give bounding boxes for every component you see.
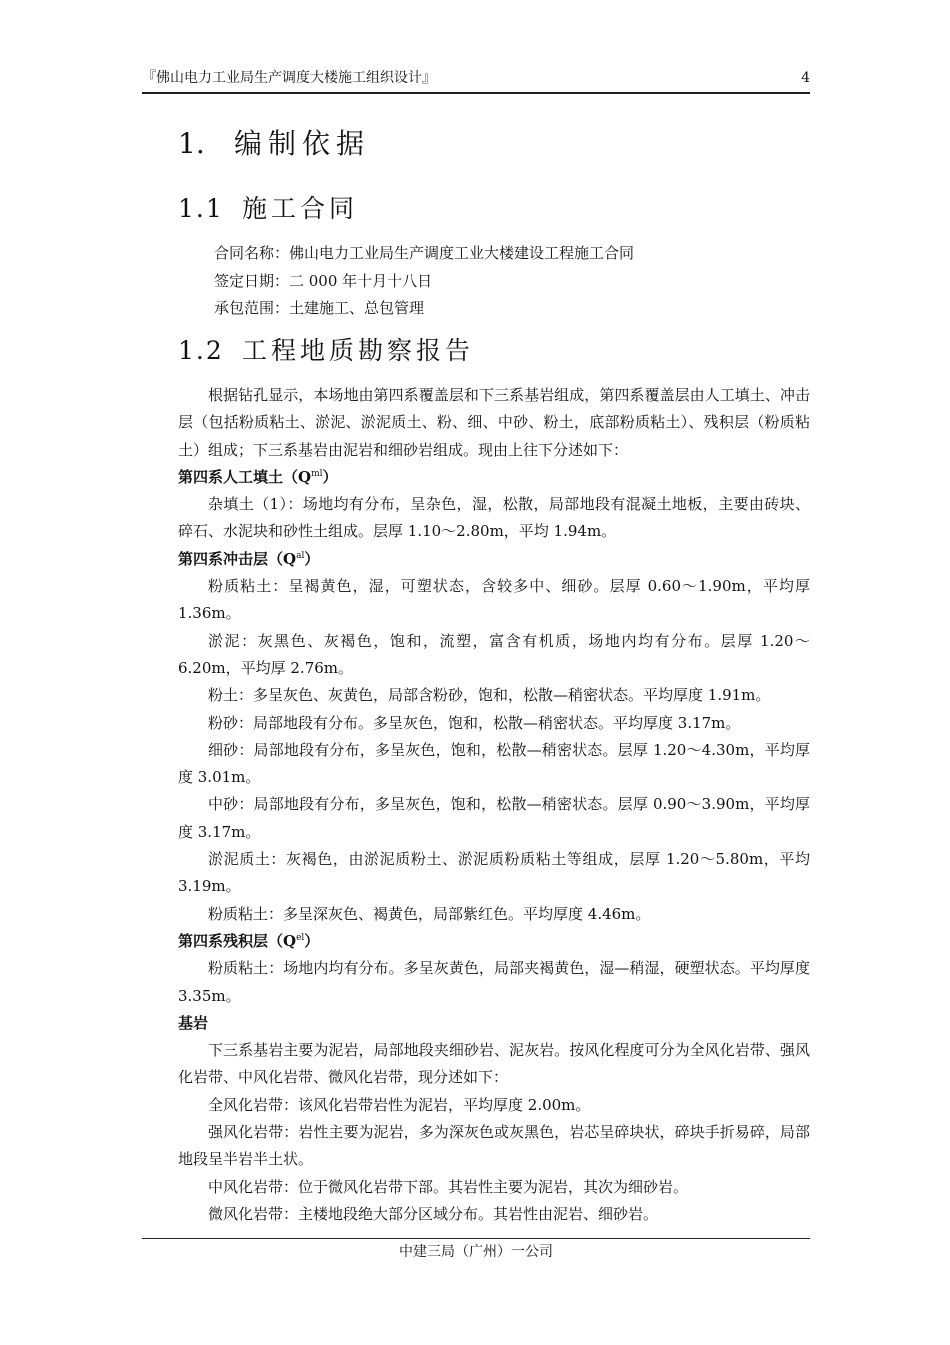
bedrock-item: 下三系基岩主要为泥岩，局部地段夹细砂岩、泥灰岩。按风化程度可分为全风化岩带、强风化岩带、中风化岩带、微风化岩带，现分述如下： — [178, 1041, 810, 1087]
section-1-2-title: 工程地质勘察报告 — [242, 336, 475, 365]
geology-report-body — [178, 382, 810, 1228]
bedrock-item: 中风化岩带：位于微风化岩带下部。其岩性主要为泥岩，其次为细砂岩。 — [208, 1177, 689, 1196]
page-header — [142, 67, 810, 89]
contract-date: 签定日期：二 000 年十月十八日 — [214, 271, 433, 290]
contract-name: 合同名称：佛山电力工业局生产调度工业大楼建设工程施工合同 — [214, 244, 635, 262]
footer-rule — [142, 1238, 810, 1239]
fill-heading-text: 第四系人工填土（Q — [178, 467, 312, 486]
section-1-1-heading — [178, 191, 358, 227]
section-1-1-number: 1.1 — [178, 194, 224, 223]
alluvial-heading-sup: al — [296, 550, 305, 561]
intro-paragraph: 根据钻孔显示，本场地由第四系覆盖层和下三系基岩组成，第四系覆盖层由人工填土、冲击层（包括粉质粘土、淤泥、淤泥质土、粉、细、中砂、粉土，底部粉质粘土）、残积层（粉质粘土）组成；下三系基岩由泥岩和细砂岩组成。现由上往下分述如下： — [178, 386, 810, 459]
bedrock-item: 强风化岩带：岩性主要为泥岩，多为深灰色或灰黑色，岩芯呈碎块状，碎块手折易碎，局部地段呈半岩半土状。 — [178, 1123, 810, 1169]
fill-item: 杂填土（1）：场地均有分布，呈杂色，湿，松散，局部地段有混凝土地板，主要由砖块、碎石、水泥块和砂性土组成。层厚 1.10～2.80m，平均 1.94m。 — [178, 495, 810, 541]
page-number: 4 — [801, 70, 810, 86]
residual-heading-sup: el — [296, 932, 305, 943]
fill-heading-close: ） — [322, 467, 338, 486]
bedrock-item: 微风化岩带：主楼地段绝大部分区域分布。其岩性由泥岩、细砂岩。 — [208, 1204, 659, 1223]
alluvial-heading — [178, 546, 810, 573]
alluvial-item: 粉砂：局部地段有分布。多呈灰色，饱和，松散—稍密状态。平均厚度 3.17m。 — [208, 713, 741, 732]
alluvial-item: 淤泥质土：灰褐色，由淤泥质粉土、淤泥质粉质粘土等组成，层厚 1.20～5.80m，平均 3.19m。 — [178, 850, 810, 896]
residual-heading-close: ） — [304, 931, 320, 950]
header-rule — [142, 92, 810, 94]
contract-scope: 承包范围：土建施工、总包管理 — [214, 299, 425, 317]
fill-heading — [178, 464, 810, 491]
bedrock-heading: 基岩 — [178, 1013, 209, 1032]
residual-heading — [178, 928, 810, 955]
fill-heading-sup: ml — [311, 468, 323, 479]
section-1-heading — [178, 124, 370, 164]
section-1-1-title: 施工合同 — [242, 194, 359, 223]
alluvial-item: 粉质粘土：多呈深灰色、褐黄色，局部紫红色。平均厚度 4.46m。 — [208, 904, 651, 923]
alluvial-item: 中砂：局部地段有分布，多呈灰色，饱和，松散—稍密状态。层厚 0.90～3.90m，平均厚度 3.17m。 — [178, 795, 810, 841]
alluvial-item: 细砂：局部地段有分布，多呈灰色，饱和，松散—稍密状态。层厚 1.20～4.30m，平均厚度 3.01m。 — [178, 740, 810, 787]
section-1-2-number: 1.2 — [178, 336, 224, 365]
page-footer: 中建三局（广州）一公司 — [399, 1244, 553, 1260]
alluvial-item: 粉土：多呈灰色、灰黄色，局部含粉砂，饱和，松散—稍密状态。平均厚度 1.91m。 — [208, 686, 771, 705]
residual-item: 粉质粘土：场地内均有分布。多呈灰黄色，局部夹褐黄色，湿—稍湿，硬塑状态。平均厚度 3.35m。 — [178, 959, 810, 1005]
bedrock-item: 全风化岩带：该风化岩带岩性为泥岩，平均厚度 2.00m。 — [208, 1095, 591, 1114]
header-title: 『佛山电力工业局生产调度大楼施工组织设计』 — [142, 70, 436, 86]
section-1-number: 1. — [178, 127, 205, 160]
contract-info — [214, 240, 634, 323]
alluvial-item: 粉质粘土：呈褐黄色，湿，可塑状态，含较多中、细砂。层厚 0.60～1.90m，平均厚 1.36m。 — [178, 577, 810, 623]
alluvial-heading-text: 第四系冲击层（Q — [178, 549, 297, 568]
alluvial-item: 淤泥：灰黑色、灰褐色，饱和，流塑，富含有机质，场地内均有分布。层厚 1.20～6.20m，平均厚 2.76m。 — [178, 631, 810, 677]
alluvial-heading-close: ） — [304, 549, 320, 568]
section-1-title: 编制依据 — [234, 127, 371, 160]
section-1-2-heading — [178, 333, 474, 369]
residual-heading-text: 第四系残积层（Q — [178, 931, 297, 950]
